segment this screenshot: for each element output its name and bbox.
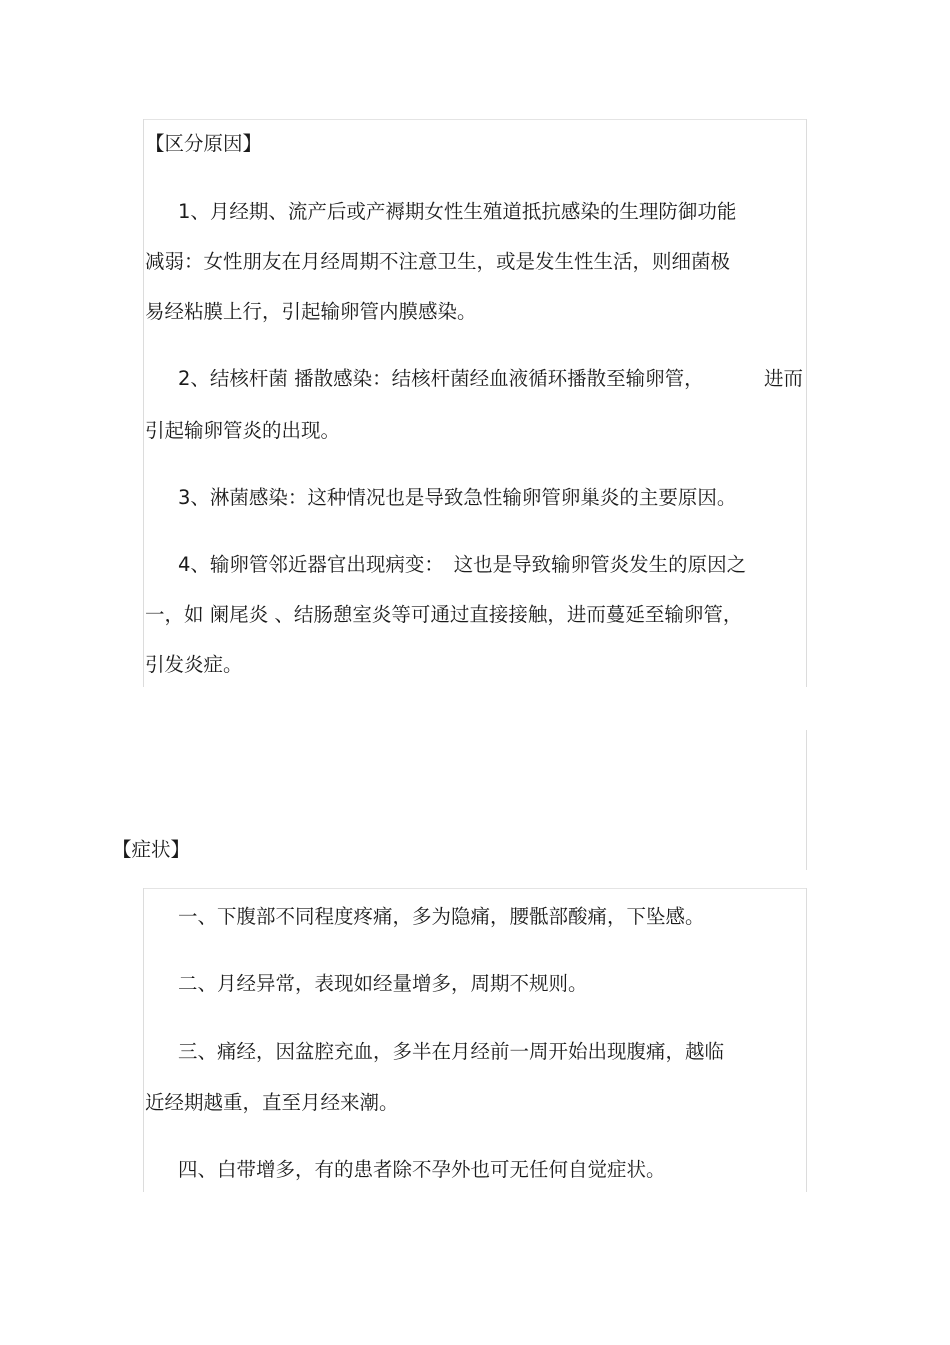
symptom-3-line-1: 三、痛经，因盆腔充血，多半在月经前一周开始出现腹痛，越临: [178, 1040, 725, 1063]
cause-1-line-1: 1、月经期、流产后或产褥期女性生殖道抵抗感染的生理防御功能: [178, 200, 737, 223]
frame-top-3: [143, 888, 807, 889]
causes-heading: 【区分原因】: [145, 132, 263, 155]
frame-left-1: [143, 119, 144, 687]
symptom-2: 二、月经异常，表现如经量增多，周期不规则。: [178, 972, 588, 995]
cause-4-line-3: 引发炎症。: [145, 653, 243, 676]
frame-right-2: [806, 730, 807, 870]
cause-2-line-2: 引起输卵管炎的出现。: [145, 419, 341, 442]
frame-top-1: [143, 119, 807, 120]
cause-3-line-1: 3、淋菌感染：这种情况也是导致急性输卵管卵巢炎的主要原因。: [178, 486, 737, 509]
frame-left-3: [143, 888, 144, 1192]
cause-4-line-2: 一，如 阑尾炎 、结肠憩室炎等可通过直接接触，进而蔓延至输卵管，: [145, 603, 743, 626]
cause-2-line-1-end: 进而: [764, 367, 804, 390]
symptom-1: 一、下腹部不同程度疼痛，多为隐痛，腰骶部酸痛，下坠感。: [178, 905, 705, 928]
symptom-3-line-2: 近经期越重，直至月经来潮。: [145, 1091, 399, 1114]
cause-1-line-3: 易经粘膜上行，引起输卵管内膜感染。: [145, 300, 477, 323]
symptoms-heading: 【症状】: [112, 838, 191, 861]
frame-right-3: [806, 888, 807, 1192]
cause-1-line-2: 减弱：女性朋友在月经周期不注意卫生，或是发生性生活，则细菌极: [145, 250, 731, 273]
symptom-4: 四、白带增多，有的患者除不孕外也可无任何自觉症状。: [178, 1158, 666, 1181]
cause-2-line-1: 2、结核杆菌 播散感染：结核杆菌经血液循环播散至输卵管，: [178, 367, 704, 390]
cause-4-line-1: 4、输卵管邻近器官出现病变： 这也是导致输卵管炎发生的原因之: [178, 553, 747, 576]
frame-right-1: [806, 119, 807, 687]
